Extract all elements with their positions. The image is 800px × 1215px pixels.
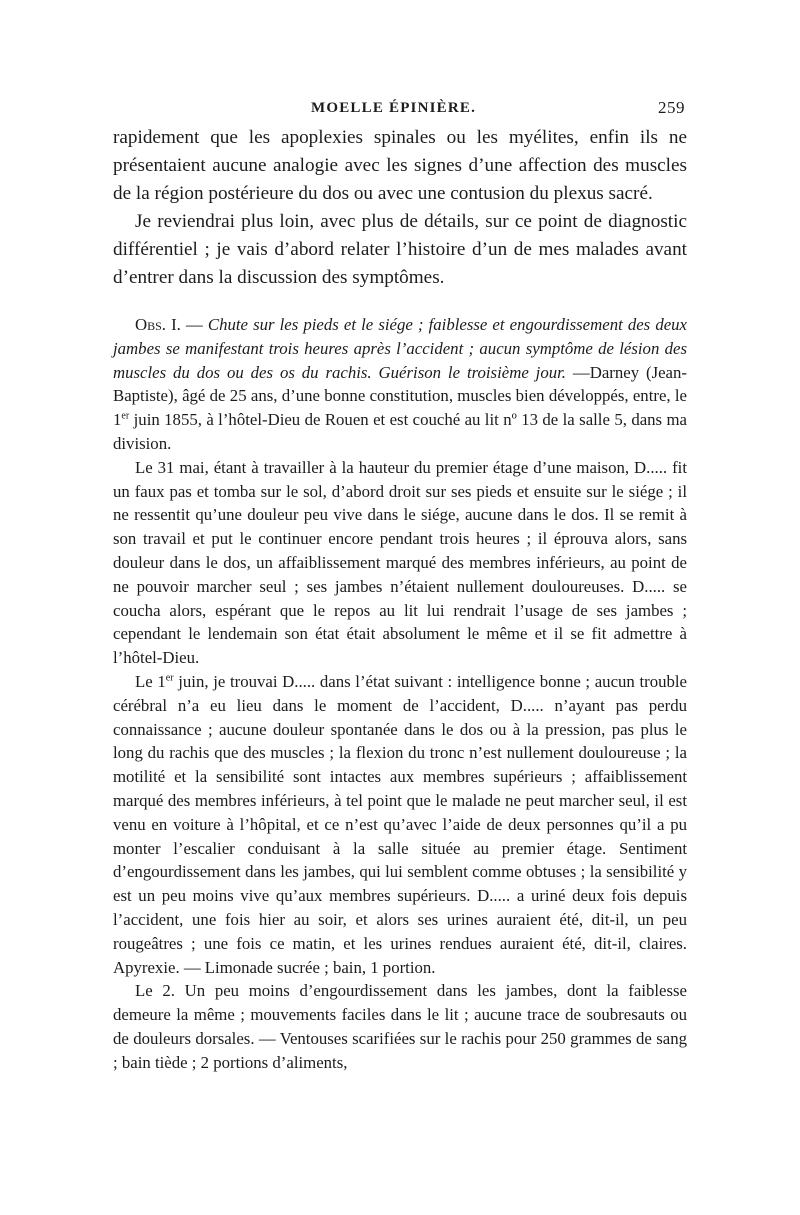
patient-intro-text: —Darney (Jean-Baptiste), âgé de 25 ans, d’une bonne constitution, muscles bien développés, entre, le 1 xyxy=(113,362,687,430)
observation-heading-paragraph xyxy=(113,313,687,456)
observation-dash: — xyxy=(180,315,208,334)
paragraph-1-juin-text: juin, je trouvai D..... dans l’état suivant : intelligence bonne ; aucun trouble cérébral n’a eu lieu dans le moment de l’accident, D..... n’ayant pas perdu connaissance ; aucune douleur spontanée dans le dos ou à la pression, pas plus le long du rachis que des muscles ; la flexion du tronc n’est nullement douloureuse ; la motilité et la sensibilité sont intactes aux membres supérieurs ; affaiblissement marqué des membres inférieurs, à tel point que le malade ne peut marcher seul, il est venu en voiture à l’hôpital, et ce n’est qu’avec l’aide de deux personnes qu’il a pu monter l’escalier conduisant à la salle située au premier étage. Sentiment d’engourdissement dans les jambes, qui lui semblent comme obtuses ; la sensibilité y est un peu moins vive qu’aux membres supérieurs. D..... a uriné deux fois depuis l’accident, une fois hier au soir, et alors ses urines auraient été, dit-il, un peu rougeâtres ; une fois ce matin, et les urines rendues auraient été, dit-il, claires. Apyrexie. — Limonade sucrée ; bain, 1 portion. xyxy=(113,671,687,977)
ordinal-superscript: er xyxy=(121,410,130,422)
paragraph-1-juin xyxy=(113,670,687,979)
observation-section xyxy=(113,313,687,1075)
patient-admission-text: juin 1855, à l’hôtel-Dieu de Rouen et est couché au lit nº 13 de la salle 5, dans ma division. xyxy=(113,410,687,453)
intro-section xyxy=(113,124,687,292)
paragraph-apoplexies: rapidement que les apoplexies spinales ou les myélites, enfin ils ne présentaient aucune analogie avec les signes d’une affection des muscles de la région postérieure du dos ou avec une contusion du plexus sacré. xyxy=(113,127,687,204)
page-number: 259 xyxy=(658,98,685,117)
book-page xyxy=(113,98,687,1075)
running-header xyxy=(113,98,687,124)
paragraph-1-juin-lead: Le 1 xyxy=(135,671,166,691)
observation-title: Chute sur les pieds et le siége ; faiblesse et engourdissement des deux jambes se manifestant trois heures après l’accident ; aucun symptôme de lésion des muscles du dos ou des os du rachis. Guérison le troisième jour. xyxy=(113,315,687,382)
paragraph-diagnostic: Je reviendrai plus loin, avec plus de détails, sur ce point de diagnostic différentiel ; je vais d’abord relater l’histoire d’un de mes malades avant d’entrer dans la discussion des symptômes. xyxy=(113,211,687,288)
observation-label: Obs. I. xyxy=(135,315,181,334)
running-title: MOELLE ÉPINIÈRE. xyxy=(311,100,477,116)
paragraph-31-mai: Le 31 mai, étant à travailler à la hauteur du premier étage d’une maison, D..... fit un faux pas et tomba sur le sol, d’abord droit sur ses pieds et ensuite sur le siége ; il ne ressentit qu’une douleur peu vive dans le siége, aucune dans le dos. Il se remit à son travail et put le continuer encore pendant trois heures ; il éprouva alors, sans douleur dans le dos, un affaiblissement marqué des membres inférieurs, au point de ne pouvoir marcher seul ; ses jambes n’étaient nullement douloureuses. D..... se coucha alors, espérant que le repos au lit lui rendrait l’usage de ses jambes ; cependant le lendemain son état était absolument le même et il se fit admettre à l’hôtel-Dieu. xyxy=(113,457,687,668)
paragraph-le-2: Le 2. Un peu moins d’engourdissement dans les jambes, dont la faiblesse demeure la même ; mouvements faciles dans le lit ; aucune trace de soubresauts ou de douleurs dorsales. — Ventouses scarifiées sur le rachis pour 250 grammes de sang ; bain tiède ; 2 portions d’aliments, xyxy=(113,981,687,1072)
ordinal-superscript: er xyxy=(165,672,174,684)
